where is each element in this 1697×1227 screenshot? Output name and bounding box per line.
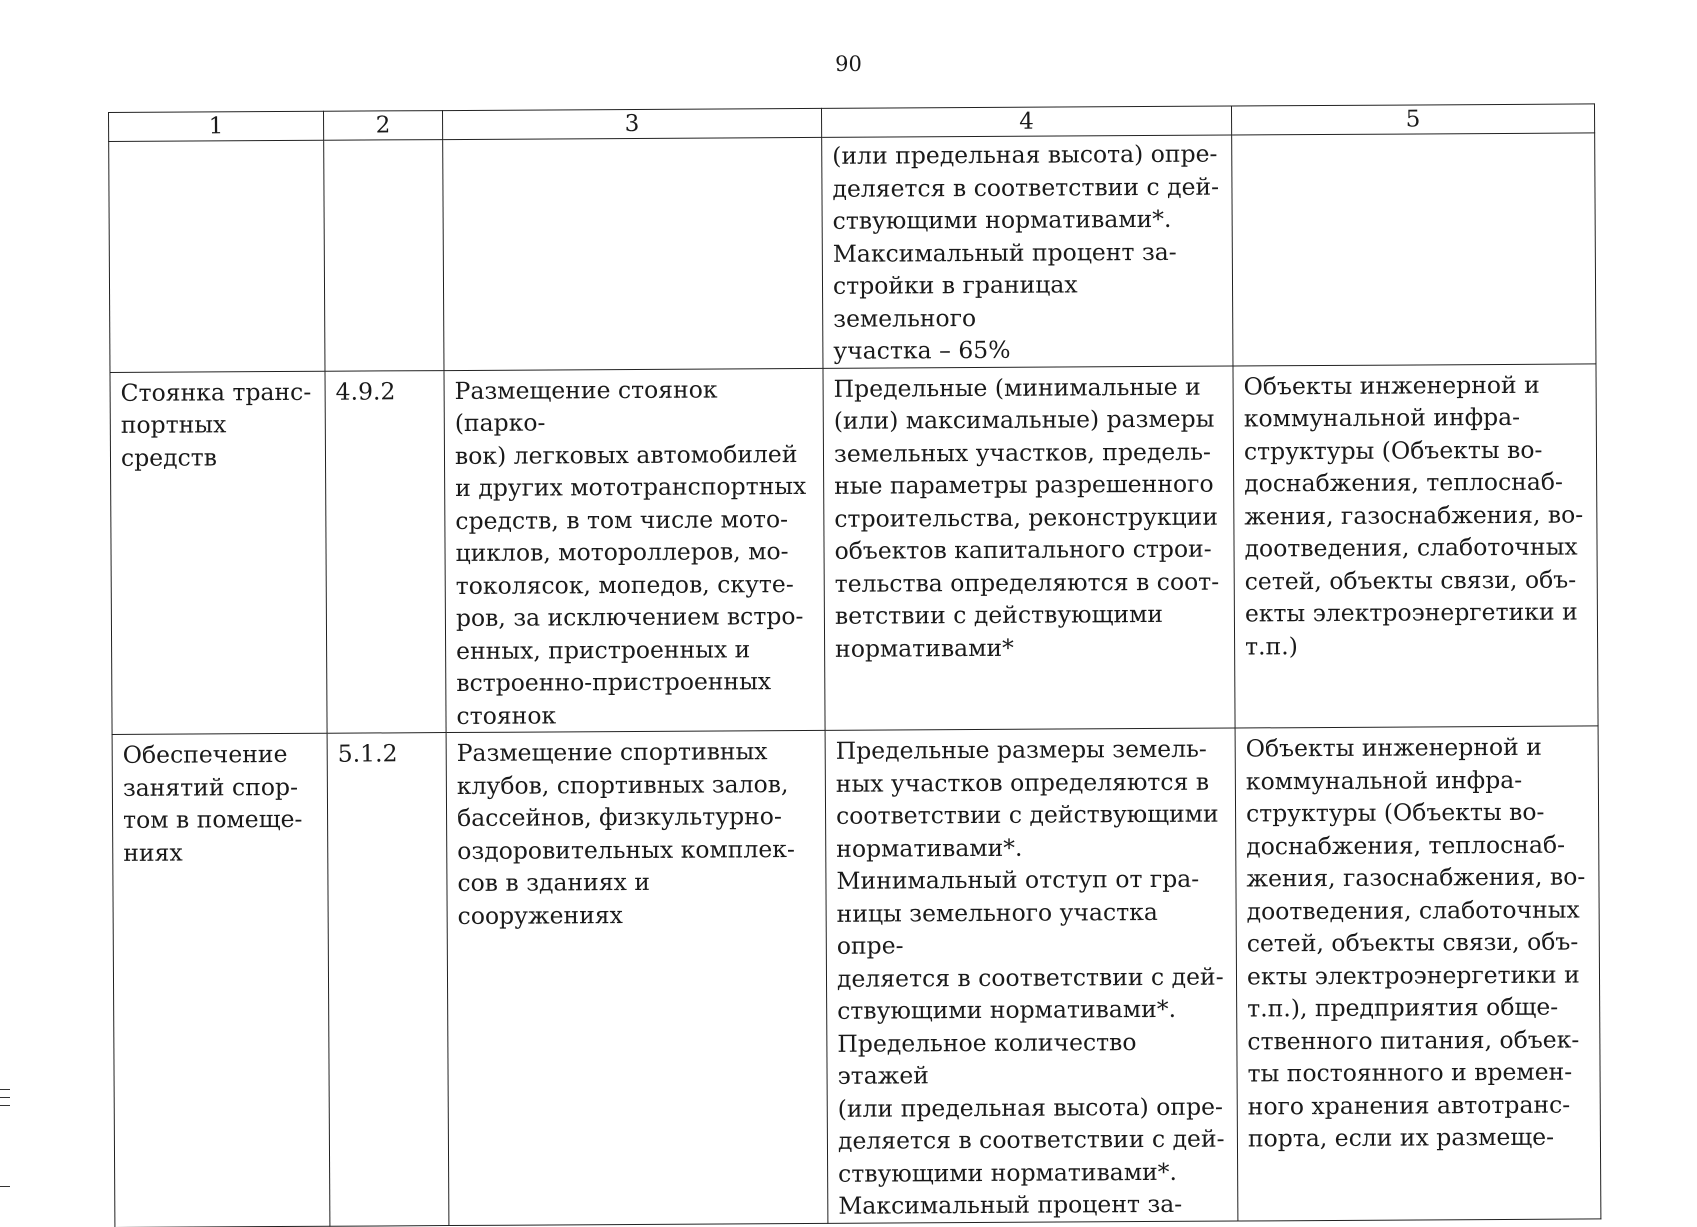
auxiliary-uses-cell: Объекты инженерной и коммунальной инфра- структуры (Объекты во- доснабжения, теплоснаб- жения, газоснабжения, во- доотведения, слаботочных сетей, объекты связи, объ- екты электроэнергетики и т.п.), предприятия обще- ственного питания, объек- ты постоянного и времен- ного хранения автотранс- порта, если их размеще- [1235, 726, 1601, 1221]
margin-mark [0, 1105, 10, 1106]
use-name-cell: Обеспечение занятий спор- том в помеще- ниях [112, 733, 330, 1227]
table-row [112, 726, 1601, 1227]
use-description-cell [443, 137, 823, 370]
table-row [109, 133, 1596, 372]
use-description-cell: Размещение стоянок (парко- вок) легковых автомобилей и других мототранспортных средств, в том числе мото- циклов, мотороллеров, мо- токолясок, мопедов, скуте- ров, за исключением встро- енных, пристроенных и встроенно-пристроенных стоянок [444, 368, 825, 733]
use-name-cell: Стоянка транс- портных средств [110, 371, 327, 735]
use-description-cell: Размещение спортивных клубов, спортивных залов, бассейнов, физкультурно- оздоровительных комплек- сов в зданиях и сооружениях [446, 730, 828, 1225]
parameters-cell: Предельные размеры земель- ных участков определяются в соответствии с действующими нормативами*. Минимальный отступ от гра- ницы земельного участка опре- деляется в соответствии с дей- ствующими нормативами*. Предельное количество этажей (или предельная высота) опре- деляется в соответствии с дей- ствующими нормативами*. Максимальный процент за- [825, 728, 1238, 1223]
auxiliary-uses-cell: Объекты инженерной и коммунальной инфра- структуры (Объекты во- доснабжения, теплоснаб- жения, газоснабжения, во- доотведения, слаботочных сетей, объекты связи, объ- екты электроэнергетики и т.п.) [1233, 363, 1598, 728]
column-header: 4 [821, 106, 1231, 137]
table-row [110, 363, 1598, 734]
use-code-cell: 4.9.2 [325, 370, 446, 733]
parameters-cell: (или предельная высота) опре- деляется в соответствии с дей- ствующими нормативами*. Максимальный процент за- стройки в границах земельного участка – 65% [822, 135, 1233, 368]
zoning-table [108, 103, 1601, 1227]
column-header: 5 [1231, 104, 1594, 135]
margin-mark [0, 1186, 10, 1187]
auxiliary-uses-cell [1232, 133, 1596, 366]
page-number: 90 [835, 52, 862, 76]
use-name-cell [109, 140, 325, 372]
column-header: 2 [323, 111, 442, 141]
use-code-cell [324, 140, 444, 371]
use-code-cell: 5.1.2 [327, 733, 449, 1226]
margin-mark [0, 1097, 10, 1098]
column-header: 3 [442, 108, 821, 139]
margin-mark [0, 1089, 10, 1090]
parameters-cell: Предельные (минимальные и (или) максимальные) размеры земельных участков, предель- ные параметры разрешенного строительства, реконструкции объектов капитального строи- тельства определяются в соот- ветствии с действующими нормативами* [823, 366, 1235, 731]
column-header: 1 [109, 111, 324, 141]
